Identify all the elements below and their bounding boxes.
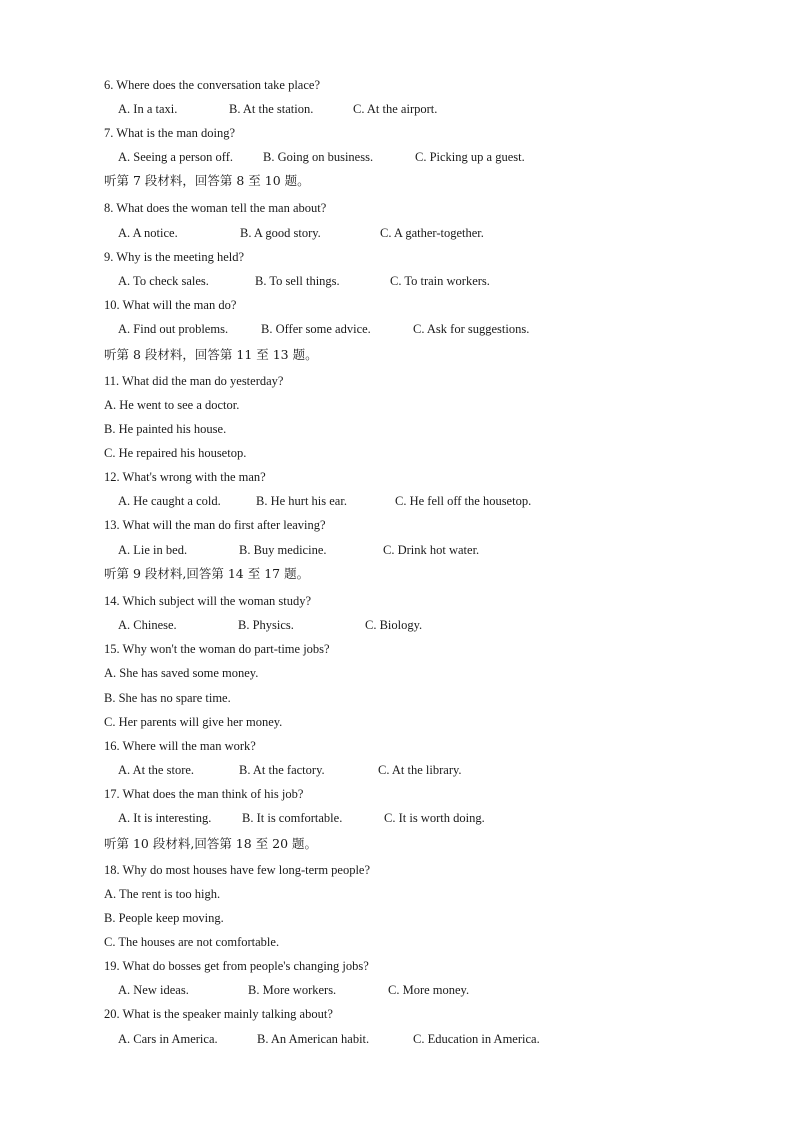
question-text: 18. Why do most houses have few long-term people? bbox=[104, 863, 371, 877]
answer-option: A. Lie in bed. bbox=[118, 543, 188, 557]
question-text: 11. What did the man do yesterday? bbox=[104, 374, 284, 388]
answer-option: C. It is worth doing. bbox=[384, 811, 485, 825]
answer-option: A. She has saved some money. bbox=[104, 666, 259, 680]
answer-option: C. Picking up a guest. bbox=[415, 150, 525, 164]
answer-option: A. Cars in America. bbox=[118, 1032, 218, 1046]
answer-option: B. She has no spare time. bbox=[104, 691, 231, 705]
answer-option: C. Drink hot water. bbox=[383, 543, 480, 557]
question-text: 9. Why is the meeting held? bbox=[104, 250, 245, 264]
answer-option: B. Physics. bbox=[238, 618, 294, 632]
question-text: 6. Where does the conversation take place? bbox=[104, 78, 320, 92]
answer-option: C. Ask for suggestions. bbox=[413, 322, 530, 336]
answer-option: A. In a taxi. bbox=[118, 102, 178, 116]
section-instruction: 听第 8 段材料，回答第 11 至 13 题。 bbox=[104, 347, 318, 362]
answer-option: B. People keep moving. bbox=[104, 911, 224, 925]
answer-option: B. To sell things. bbox=[255, 274, 340, 288]
answer-option: B. At the station. bbox=[229, 102, 314, 116]
answer-option: A. A notice. bbox=[118, 226, 178, 240]
question-text: 19. What do bosses get from people's changing jobs? bbox=[104, 959, 369, 973]
answer-option: B. A good story. bbox=[240, 226, 321, 240]
answer-option: B. Going on business. bbox=[263, 150, 374, 164]
question-text: 17. What does the man think of his job? bbox=[104, 787, 304, 801]
answer-option: C. He fell off the housetop. bbox=[395, 494, 532, 508]
question-text: 7. What is the man doing? bbox=[104, 126, 235, 140]
section-instruction: 听第 7 段材料，回答第 8 至 10 题。 bbox=[104, 173, 310, 188]
answer-option: B. Buy medicine. bbox=[239, 543, 327, 557]
section-instruction: 听第 10 段材料,回答第 18 至 20 题。 bbox=[104, 836, 318, 851]
answer-option: A. At the store. bbox=[118, 763, 195, 777]
question-text: 10. What will the man do? bbox=[104, 298, 237, 312]
answer-option: C. To train workers. bbox=[390, 274, 490, 288]
answer-option: B. He hurt his ear. bbox=[256, 494, 347, 508]
answer-option: A. Seeing a person off. bbox=[118, 150, 234, 164]
answer-option: C. At the library. bbox=[378, 763, 462, 777]
answer-option: C. More money. bbox=[388, 983, 470, 997]
answer-option: A. It is interesting. bbox=[118, 811, 212, 825]
answer-option: A. The rent is too high. bbox=[104, 887, 221, 901]
question-text: 15. Why won't the woman do part-time jobs? bbox=[104, 642, 330, 656]
answer-option: B. At the factory. bbox=[239, 763, 325, 777]
question-text: 8. What does the woman tell the man about? bbox=[104, 201, 327, 215]
answer-option: A. To check sales. bbox=[118, 274, 209, 288]
answer-option: C. Her parents will give her money. bbox=[104, 715, 283, 729]
answer-option: C. Education in America. bbox=[413, 1032, 540, 1046]
answer-option: B. An American habit. bbox=[257, 1032, 370, 1046]
question-text: 12. What's wrong with the man? bbox=[104, 470, 266, 484]
answer-option: C. A gather-together. bbox=[380, 226, 484, 240]
answer-option: C. Biology. bbox=[365, 618, 423, 632]
answer-option: C. The houses are not comfortable. bbox=[104, 935, 280, 949]
answer-option: A. He caught a cold. bbox=[118, 494, 221, 508]
answer-option: B. More workers. bbox=[248, 983, 337, 997]
answer-option: B. Offer some advice. bbox=[261, 322, 371, 336]
question-text: 16. Where will the man work? bbox=[104, 739, 256, 753]
question-text: 20. What is the speaker mainly talking about? bbox=[104, 1007, 333, 1021]
question-text: 13. What will the man do first after leaving? bbox=[104, 518, 326, 532]
answer-option: B. He painted his house. bbox=[104, 422, 227, 436]
answer-option: A. Find out problems. bbox=[118, 322, 229, 336]
answer-option: A. Chinese. bbox=[118, 618, 177, 632]
section-instruction: 听第 9 段材料,回答第 14 至 17 题。 bbox=[104, 566, 310, 581]
answer-option: A. New ideas. bbox=[118, 983, 189, 997]
answer-option: A. He went to see a doctor. bbox=[104, 398, 240, 412]
answer-option: C. He repaired his housetop. bbox=[104, 446, 247, 460]
answer-option: B. It is comfortable. bbox=[242, 811, 343, 825]
answer-option: C. At the airport. bbox=[353, 102, 438, 116]
question-text: 14. Which subject will the woman study? bbox=[104, 594, 312, 608]
